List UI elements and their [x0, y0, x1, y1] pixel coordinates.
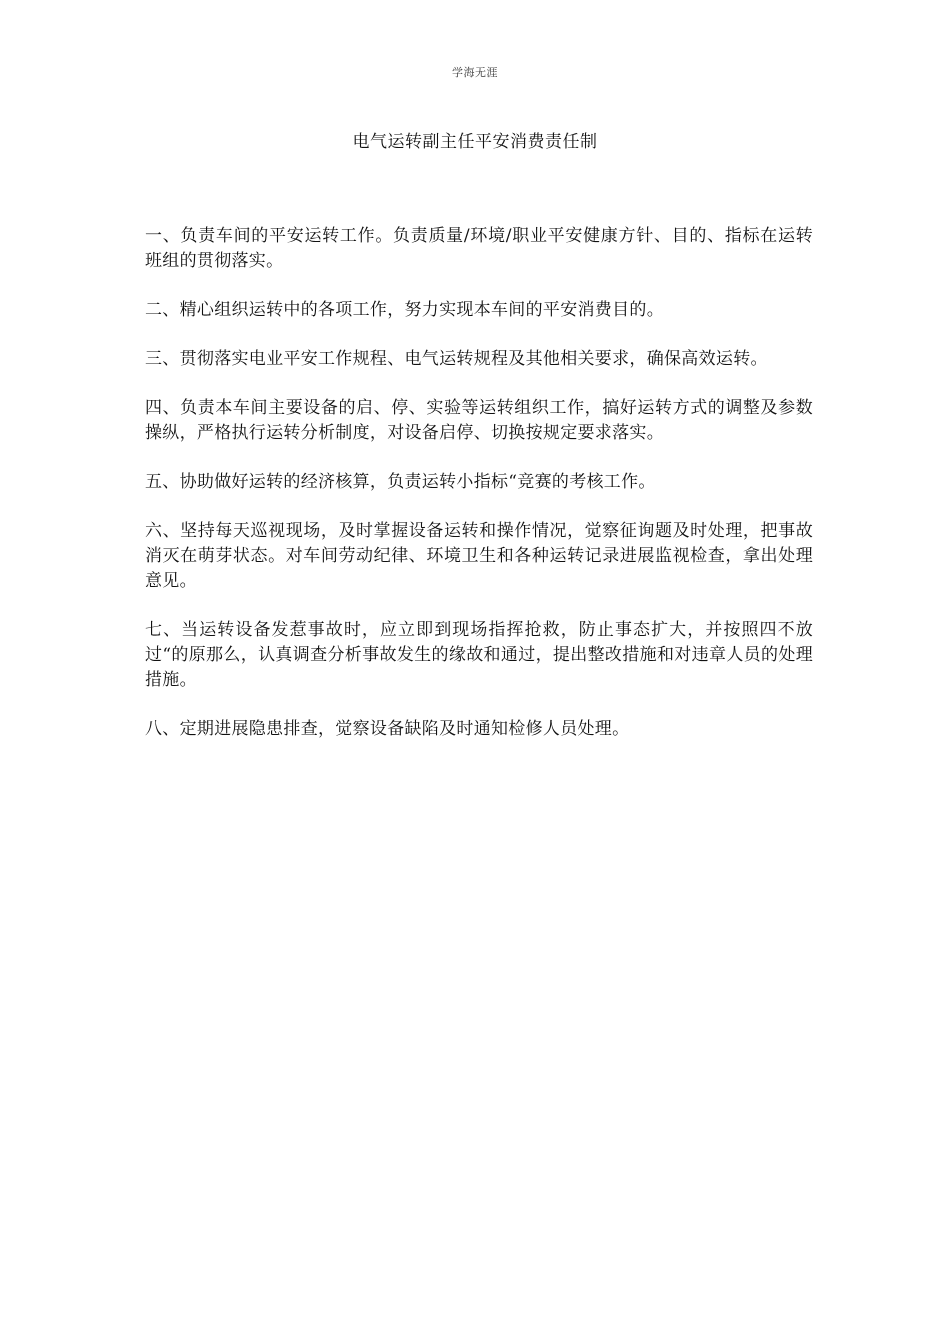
document-title: 电气运转副主任平安消费责任制	[352, 132, 598, 152]
paragraph-3: 三、贯彻落实电业平安工作规程、电气运转规程及其他相关要求，确保高效运转。	[145, 349, 768, 369]
paragraph-1: 一、负责车间的平安运转工作。负责质量/环境/职业平安健康方针、目的、指标在运转班组的贯彻落实。	[145, 226, 813, 271]
paragraph-4: 四、负责本车间主要设备的启、停、实验等运转组织工作，搞好运转方式的调整及参数操纵，严格执行运转分析制度，对设备启停、切换按规定要求落实。	[145, 398, 813, 443]
paragraph-2: 二、精心组织运转中的各项工作，努力实现本车间的平安消费目的。	[145, 300, 664, 320]
paragraph-6: 六、坚持每天巡视现场，及时掌握设备运转和操作情况，觉察征询题及时处理，把事故消灭在萌芽状态。对车间劳动纪律、环境卫生和各种运转记录进展监视检查，拿出处理意见。	[145, 521, 813, 591]
paragraph-8: 八、定期进展隐患排查，觉察设备缺陷及时通知检修人员处理。	[145, 719, 630, 739]
document-body	[145, 224, 813, 766]
paragraph-7: 七、当运转设备发惹事故时，应立即到现场指挥抢救，防止事态扩大，并按照四不放过“的原那么，认真调查分析事故发生的缘故和通过，提出整改措施和对违章人员的处理措施。	[145, 620, 813, 690]
paragraph-5: 五、协助做好运转的经济核算，负责运转小指标“竞赛的考核工作。	[145, 472, 656, 492]
page-header: 学海无涯	[452, 66, 498, 79]
